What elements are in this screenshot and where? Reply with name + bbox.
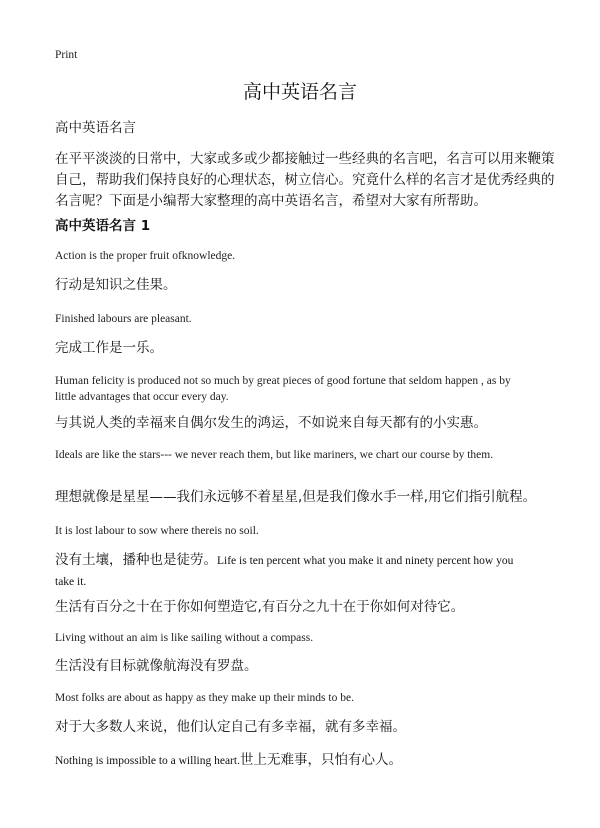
quote-en: Finished labours are pleasant. (55, 313, 192, 325)
quote-en: Nothing is impossible to a willing heart. (55, 755, 240, 767)
quote-en: Life is ten percent what you make it and ninety percent how you take it. (55, 555, 514, 588)
section-heading: 高中英语名言 1 (55, 218, 151, 234)
quote-zh: 没有土壤，播种也是徒劳。 (55, 552, 217, 568)
document-title: 高中英语名言 (242, 81, 357, 103)
quote-zh: 与其说人类的幸福来自偶尔发生的鸿运，不如说来自每天都有的小实惠。 (55, 415, 487, 431)
quote-en: Living without an aim is like sailing without a compass. (55, 632, 314, 644)
mixed-quote-line (55, 550, 525, 592)
final-quote-line (55, 750, 555, 771)
quote-zh: 世上无难事，只怕有心人。 (239, 752, 402, 768)
quote-zh: 完成工作是一乐。 (55, 340, 163, 356)
quote-zh: 生活有百分之十在于你如何塑造它,有百分之九十在于你如何对待它。 (55, 599, 465, 615)
quote-zh: 理想就像是星星——我们永远够不着星星,但是我们像水手一样,用它们指引航程。 (55, 489, 537, 505)
quote-zh: 行动是知识之佳果。 (55, 277, 177, 293)
quote-en: Human felicity is produced not so much by great pieces of good fortune that seldom happen , as by little advantages that occur every day. (55, 375, 511, 403)
print-label: Print (55, 49, 78, 61)
intro-paragraph: 在平平淡淡的日常中，大家或多或少都接触过一些经典的名言吧，名言可以用来鞭策自己，帮助我们保持良好的心理状态，树立信心。究竟什么样的名言才是优秀经典的名言呢？下面是小编帮大家整理的高中英语名言，希望对大家有所帮助。 (55, 151, 555, 209)
quote-en: It is lost labour to sow where thereis no soil. (55, 525, 259, 537)
quote-zh: 生活没有目标就像航海没有罗盘。 (55, 658, 258, 674)
quote-en: Action is the proper fruit ofknowledge. (55, 250, 236, 262)
quote-en: Ideals are like the stars--- we never reach them, but like mariners, we chart our course by them. (55, 449, 494, 461)
quote-en: Most folks are about as happy as they make up their minds to be. (55, 692, 354, 704)
quote-zh: 对于大多数人来说，他们认定自己有多幸福，就有多幸福。 (55, 719, 406, 735)
document-subtitle: 高中英语名言 (55, 120, 136, 136)
